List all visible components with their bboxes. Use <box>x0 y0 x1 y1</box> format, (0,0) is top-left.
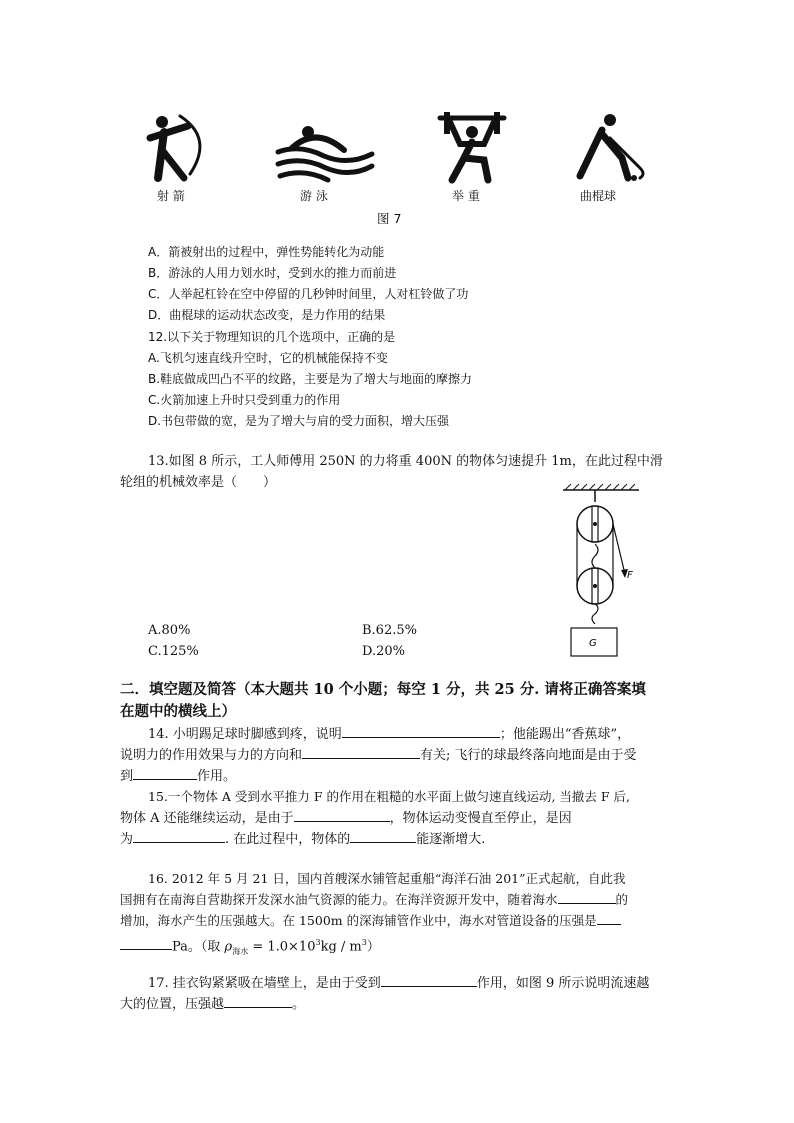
q15-text-3b: . 在此过程中，物体的 <box>225 832 351 847</box>
q14-text-3a: 到 <box>120 769 134 784</box>
rho-subscript: 海水 <box>232 946 249 956</box>
q17-text-2b: 。 <box>292 997 306 1012</box>
q15-blank-2[interactable] <box>133 828 225 843</box>
q13-line-2: 轮组的机械效率是（ ） <box>120 475 277 490</box>
exponent-2: 3 <box>361 938 367 947</box>
q17-text-1b: 作用，如图 9 所示说明流速越 <box>476 976 650 991</box>
q14-text-3b: 作用。 <box>197 769 237 784</box>
q11-option-c: C．人举起杠铃在空中停留的几秒钟时间里，人对杠铃做了功 <box>148 287 469 301</box>
q14-line-3 <box>120 765 236 787</box>
q14-line-1 <box>148 723 630 745</box>
q15-line-3 <box>120 828 485 850</box>
weightlifting-pictogram <box>440 112 504 180</box>
q16-text-2b: 的 <box>615 892 629 907</box>
q17-line-2 <box>120 993 305 1015</box>
hockey-pictogram <box>580 114 643 181</box>
q16-blank-1[interactable] <box>558 889 616 904</box>
q16-blank-2a[interactable] <box>597 910 621 925</box>
q12-stem: 12.以下关于物理知识的几个选项中，正确的是 <box>148 330 396 344</box>
q12-option-d: D.书包带做的宽，是为了增大与肩的受力面积，增大压强 <box>148 414 450 428</box>
q13-option-d: D.20% <box>362 644 405 659</box>
weight-label: G <box>589 638 597 649</box>
q15-blank-1[interactable] <box>294 807 390 822</box>
q17-line-1 <box>148 972 649 994</box>
q15-text-2b: ，物体运动变慢直至停止，是因 <box>389 811 572 826</box>
q12-option-c: C.火箭加速上升时只受到重力的作用 <box>148 393 341 407</box>
q15-blank-3[interactable] <box>350 828 416 843</box>
q11-option-a: A．箭被射出的过程中，弹性势能转化为动能 <box>148 245 385 259</box>
figure-7-label: 图 7 <box>377 211 402 226</box>
q16-text-4d: ） <box>366 939 380 955</box>
caption-archery: 射 箭 <box>157 189 185 203</box>
q13-option-c: C.125% <box>148 644 199 659</box>
swimming-pictogram <box>278 126 372 180</box>
rho-symbol: ρ <box>224 939 233 955</box>
q14-blank-1[interactable] <box>342 723 500 738</box>
q12-option-a: A.飞机匀速直线升空时，它的机械能保持不变 <box>148 351 388 365</box>
q16-text-3a: 增加，海水产生的压强越大。在 1500m 的深海铺管作业中，海水对管道设备的压强是 <box>120 913 597 928</box>
q17-blank-2[interactable] <box>224 993 292 1008</box>
q17-text-1a: 17. 挂衣钩紧紧吸在墙壁上，是由于受到 <box>148 976 381 991</box>
q13-option-b: B.62.5% <box>362 623 417 638</box>
q16-line-2 <box>120 889 628 910</box>
section-2-title-line-1: 二．填空题及简答（本大题共 10 个小题；每空 1 分，共 25 分. 请将正确答案填 <box>120 681 646 698</box>
caption-swimming: 游 泳 <box>300 189 328 203</box>
q14-text-1a: 14. 小明踢足球时脚感到疼，说明 <box>148 727 342 742</box>
q12-option-b: B.鞋底做成凹凸不平的纹路，主要是为了增大与地面的摩擦力 <box>148 372 473 386</box>
caption-weightlifting: 举 重 <box>452 189 480 203</box>
archery-pictogram <box>150 116 200 178</box>
q15-line-2 <box>120 807 572 829</box>
exponent-1: 3 <box>315 938 321 947</box>
q14-blank-2[interactable] <box>302 744 420 759</box>
q11-option-b: B．游泳的人用力划水时，受到水的推力而前进 <box>148 266 397 280</box>
q17-text-2a: 大的位置，压强越 <box>120 997 225 1012</box>
figure-7 <box>140 108 660 228</box>
section-2-title-line-2: 在题中的横线上） <box>120 703 236 720</box>
q13-option-a: A.80% <box>148 623 191 638</box>
q16-text-4a: Pa。（取 <box>172 939 225 955</box>
q15-text-3c: 能逐渐增大. <box>416 832 486 847</box>
sport-pictograms <box>140 108 660 188</box>
q16-line-4 <box>120 932 380 962</box>
q16-blank-2b[interactable] <box>120 935 172 950</box>
q16-text-4c: kg / m <box>320 939 362 955</box>
q15-text-2a: 物体 A 还能继续运动，是由于 <box>120 811 294 826</box>
q14-text-1b: ；他能踢出“香蕉球”， <box>499 727 631 742</box>
q17-blank-1[interactable] <box>381 972 477 987</box>
q14-line-2 <box>120 744 637 766</box>
q16-line-1: 16. 2012 年 5 月 21 日，国内首艘深水铺管起重船“海洋石油 201”正式起航，自此我 <box>148 871 626 886</box>
q14-blank-3[interactable] <box>133 765 197 780</box>
q16-text-2: 国拥有在南海自营勘探开发深水油气资源的能力。在海洋资源开发中，随着海水 <box>120 892 558 907</box>
q14-text-2b: 有关; 飞行的球最终落向地面是由于受 <box>420 748 637 763</box>
force-label: F <box>627 570 633 581</box>
q16-line-3 <box>120 910 621 931</box>
q16-text-4b: = 1.0×10 <box>248 939 316 955</box>
q14-text-2a: 说明力的作用效果与力的方向和 <box>120 748 303 763</box>
caption-hockey: 曲棍球 <box>580 189 617 203</box>
q15-line-1: 15.一个物体 A 受到水平推力 F 的作用在粗糙的水平面上做匀速直线运动, 当撤去 F 后, <box>148 789 631 804</box>
q11-option-d: D．曲棍球的运动状态改变，是力作用的结果 <box>148 308 386 322</box>
q13-line-1: 13.如图 8 所示，工人师傅用 250N 的力将重 400N 的物体匀速提升 1m，在此过程中滑 <box>148 454 663 469</box>
q15-text-3a: 为 <box>120 832 134 847</box>
pulley-figure <box>555 482 645 662</box>
